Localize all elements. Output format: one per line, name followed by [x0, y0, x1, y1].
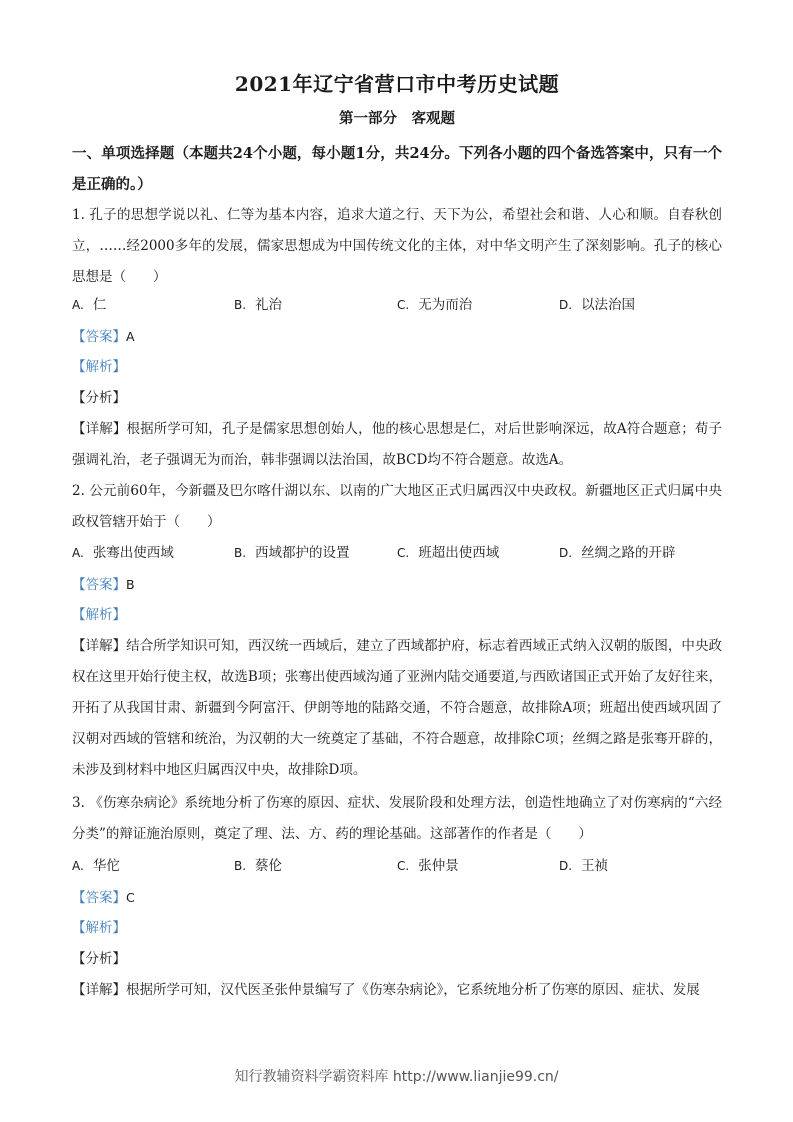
option-a: A. 华佗 [72, 858, 120, 874]
fenxi-label: 【分析】 [72, 951, 126, 967]
question-3-stem: 3. 《伤寒杂病论》系统地分析了伤寒的原因、症状、发展阶段和处理方法，创造性地确立了对伤寒病的“六经分类”的辩证施治原则，奠定了理、法、方、药的理论基础。这部著作的作者是（ ） [72, 795, 722, 842]
question-2-stem: 2. 公元前60年，今新疆及巴尔喀什湖以东、以南的广大地区正式归属西汉中央政权。新疆地区正式归属中央政权管辖开始于（ ） [72, 483, 722, 530]
option-c: C. 张仲景 [397, 858, 459, 874]
fenxi-label: 【分析】 [72, 390, 126, 406]
option-b: B. 西域都护的设置 [234, 545, 350, 561]
option-c: C. 班超出使西域 [397, 545, 500, 561]
question-2-options [72, 538, 722, 569]
option-a: A. 张骞出使西域 [72, 545, 174, 561]
option-d: D. 王祯 [559, 858, 609, 874]
option-d: D. 以法治国 [559, 297, 636, 313]
question-3-options [72, 851, 722, 882]
question-1-stem: 1. 孔子的思想学说以礼、仁等为基本内容，追求大道之行、天下为公，希望社会和谐、人心和顺。自春秋创立，……经2000多年的发展，儒家思想成为中国传统文化的主体，对中华文明产生了深刻影响。孔子的核心思想是（ ） [72, 207, 722, 285]
answer-label: 【答案】A [72, 329, 135, 345]
page-title: 2021年辽宁省营口市中考历史试题 [234, 72, 560, 96]
answer-value: B [126, 577, 135, 592]
option-a: A. 仁 [72, 297, 107, 313]
answer-label: 【答案】B [72, 577, 135, 593]
question-1-detail: 【详解】根据所学可知，孔子是儒家思想创始人，他的核心思想是仁，对后世影响深远，故A符合题意；荀子强调礼治，老子强调无为而治，韩非强调以法治国，故BCD均不符合题意。故选A。 [72, 421, 722, 468]
analysis-label: 【解析】 [72, 920, 126, 936]
question-2-detail: 【详解】结合所学知识可知，西汉统一西域后，建立了西域都护府，标志着西域正式纳入汉朝的版图，中央政权在这里开始行使主权，故选B项；张骞出使西域沟通了亚洲内陆交通要道,与西欧诸国正式开始了友好往来，开拓了从我国甘肃、新疆到今阿富汗、伊朗等地的陆路交通，不符合题意，故排除A项；班超出使西域巩固了汉朝对西域的管辖和统治，为汉朝的大一统奠定了基础，不符合题意，故排除C项；丝绸之路是张骞开辟的，未涉及到材料中地区归属西汉中央，故排除D项。 [72, 638, 722, 778]
answer-label: 【答案】C [72, 890, 135, 906]
question-3-detail: 【详解】根据所学可知，汉代医圣张仲景编写了《伤寒杂病论》，它系统地分析了伤寒的原因、症状、发展 [72, 982, 700, 998]
analysis-label: 【解析】 [72, 607, 126, 623]
section-heading: 一、单项选择题（本题共24个小题，每小题1分，共24分。下列各小题的四个备选答案中，只有一个是正确的。） [72, 145, 722, 193]
question-1-options [72, 290, 722, 321]
option-b: B. 蔡伦 [234, 858, 283, 874]
option-d: D. 丝绸之路的开辟 [559, 545, 676, 561]
option-c: C. 无为而治 [397, 297, 473, 313]
footer-watermark: 知行教辅资料学霸资料库 http://www.lianjie99.cn/ [234, 1069, 559, 1085]
answer-value: C [126, 890, 135, 905]
option-b: B. 礼治 [234, 297, 283, 313]
analysis-label: 【解析】 [72, 359, 126, 375]
answer-value: A [126, 329, 135, 344]
part-heading: 第一部分 客观题 [339, 110, 455, 127]
